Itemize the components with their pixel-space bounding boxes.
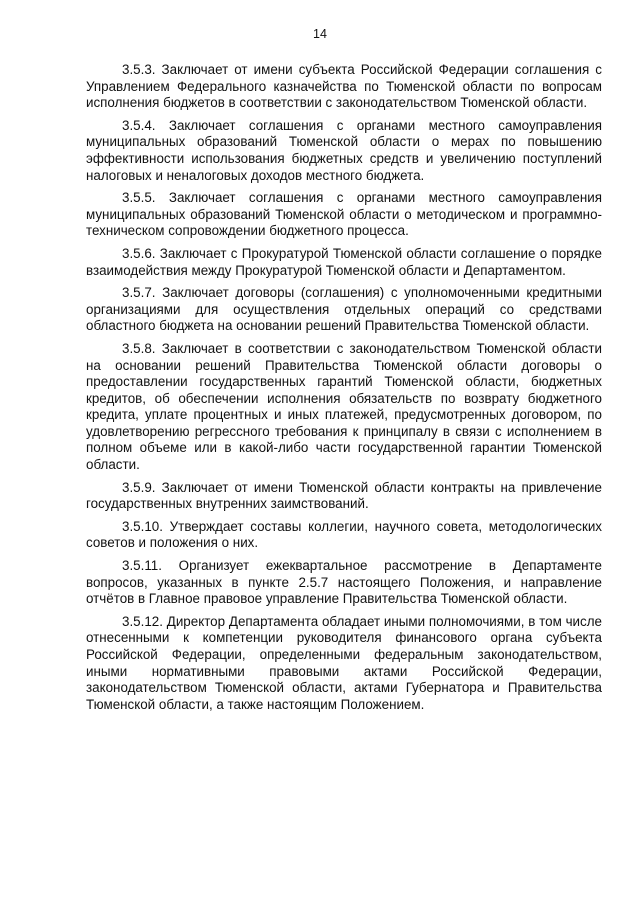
- paragraph-3-5-5: 3.5.5. Заключает соглашения с органами местного самоуправления муниципальных образований Тюменской области о методическом и программно-техническом сопровождении бюджетного процесса.: [86, 190, 602, 239]
- paragraph-3-5-9: 3.5.9. Заключает от имени Тюменской области контракты на привлечение государственных внутренних заимствований.: [86, 479, 602, 512]
- paragraph-3-5-7: 3.5.7. Заключает договоры (соглашения) с уполномоченными кредитными организациями для осуществления отдельных операций со средствами областного бюджета на основании решений Правительства Тюменской области.: [86, 285, 602, 334]
- paragraph-3-5-3: 3.5.3. Заключает от имени субъекта Российской Федерации соглашения с Управлением Федерального казначейства по Тюменской области по вопросам исполнения бюджетов в соответствии с законодательством Тюменской области.: [86, 62, 602, 111]
- paragraph-3-5-11: 3.5.11. Организует ежеквартальное рассмотрение в Департаменте вопросов, указанных в пункте 2.5.7 настоящего Положения, и направление отчётов в Главное правовое управление Правительства Тюменской области.: [86, 558, 602, 607]
- paragraph-3-5-12: 3.5.12. Директор Департамента обладает иными полномочиями, в том числе отнесенными к компетенции руководителя финансового органа субъекта Российской Федерации, определенными федеральным законодательством, иными нормативными правовыми актами Российской Федерации, законодательством Тюменской области, актами Губернатора и Правительства Тюменской области, а также настоящим Положением.: [86, 613, 602, 712]
- paragraph-3-5-10: 3.5.10. Утверждает составы коллегии, научного совета, методологических советов и положения о них.: [86, 518, 602, 551]
- paragraph-3-5-8: 3.5.8. Заключает в соответствии с законодательством Тюменской области на основании решений Правительства Тюменской области договоры о предоставлении государственных гарантий Тюменской области, бюджетных кредитов, об обеспечении исполнения обязательств по возврату бюджетного кредита, уплате процентных и иных платежей, предусмотренных договором, по удовлетворению регрессного требования к принципалу в связи с исполнением в полном объеме или в какой-либо части государственной гарантии Тюменской области.: [86, 340, 602, 473]
- page-number: 14: [313, 27, 327, 41]
- document-body: [86, 62, 602, 719]
- paragraph-3-5-4: 3.5.4. Заключает соглашения с органами местного самоуправления муниципальных образований Тюменской области о мерах по повышению эффективности использования бюджетных средств и увеличению поступлений налоговых и неналоговых доходов местного бюджета.: [86, 117, 602, 183]
- paragraph-3-5-6: 3.5.6. Заключает с Прокуратурой Тюменской области соглашение о порядке взаимодействия между Прокуратурой Тюменской области и Департаментом.: [86, 245, 602, 278]
